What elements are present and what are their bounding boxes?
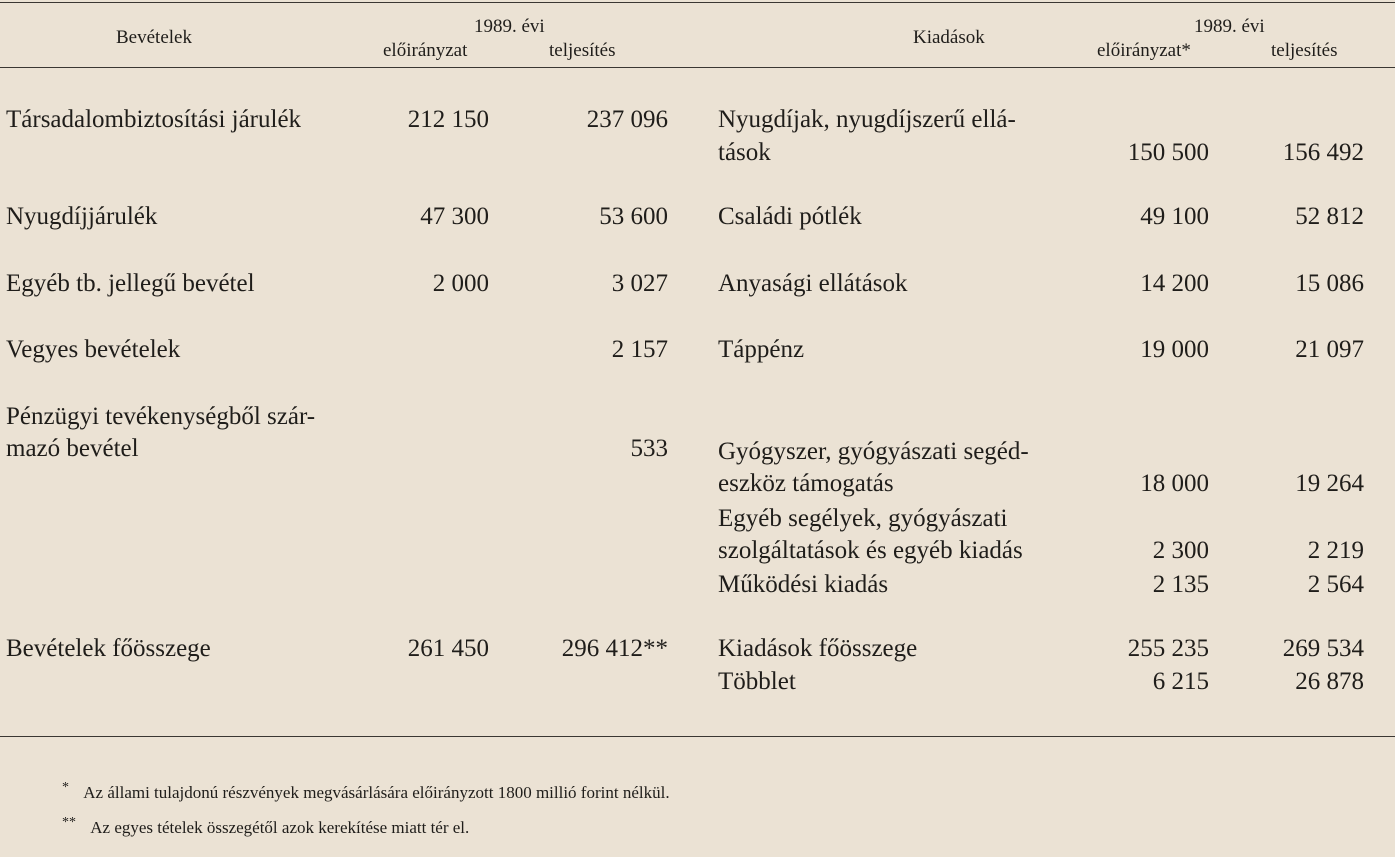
expense-plan: 2 300 bbox=[1152, 537, 1209, 564]
expense-label: Egyéb segélyek, gyógyászati bbox=[718, 505, 1008, 532]
income-label: Egyéb tb. jellegű bevétel bbox=[6, 270, 255, 297]
income-actual: 3 027 bbox=[611, 270, 668, 297]
surplus-plan: 6 215 bbox=[1152, 668, 1209, 695]
income-label: Vegyes bevételek bbox=[6, 336, 181, 363]
income-total-label: Bevételek főösszege bbox=[6, 635, 211, 662]
expense-total-actual: 269 534 bbox=[1282, 635, 1364, 662]
expense-header-year: 1989. évi bbox=[1194, 16, 1265, 37]
income-label: Pénzügyi tevékenységből szár- bbox=[6, 403, 316, 430]
expense-header-title: Kiadások bbox=[913, 27, 985, 48]
income-header-year: 1989. évi bbox=[474, 16, 545, 37]
expense-actual: 2 564 bbox=[1307, 571, 1364, 598]
expense-total-plan: 255 235 bbox=[1127, 635, 1209, 662]
expense-label-continued: szolgáltatások és egyéb kiadás bbox=[718, 537, 1023, 564]
income-plan: 47 300 bbox=[420, 203, 489, 230]
income-header-title: Bevételek bbox=[116, 27, 192, 48]
income-plan: 212 150 bbox=[407, 106, 489, 133]
income-total-actual: 296 412** bbox=[561, 635, 668, 662]
income-header-plan: előirányzat bbox=[383, 40, 468, 61]
surplus-actual: 26 878 bbox=[1295, 668, 1364, 695]
expense-label: Működési kiadás bbox=[718, 571, 889, 598]
income-label-continued: mazó bevétel bbox=[6, 435, 139, 462]
surplus-label: Többlet bbox=[718, 668, 796, 695]
income-actual: 53 600 bbox=[599, 203, 668, 230]
footnote-1 bbox=[62, 780, 670, 803]
expense-label-continued: tások bbox=[718, 139, 771, 166]
expense-actual: 21 097 bbox=[1295, 336, 1364, 363]
expense-label: Családi pótlék bbox=[718, 203, 862, 230]
expense-label: Nyugdíjak, nyugdíjszerű ellá- bbox=[718, 106, 1016, 133]
top-rule bbox=[0, 2, 1395, 3]
bottom-rule bbox=[0, 736, 1395, 737]
expense-actual: 156 492 bbox=[1282, 139, 1364, 166]
expense-plan: 18 000 bbox=[1140, 470, 1209, 497]
footnote-2-mark: ** bbox=[62, 815, 76, 830]
expense-plan: 150 500 bbox=[1127, 139, 1209, 166]
income-label: Nyugdíjjárulék bbox=[6, 203, 158, 230]
expense-label: Anyasági ellátások bbox=[718, 270, 908, 297]
income-actual: 2 157 bbox=[611, 336, 668, 363]
expense-label: Gyógyszer, gyógyászati segéd- bbox=[718, 438, 1029, 465]
expense-actual: 15 086 bbox=[1295, 270, 1364, 297]
header-rule bbox=[0, 67, 1395, 68]
expense-header-plan: előirányzat* bbox=[1097, 40, 1191, 61]
income-label: Társadalombiztosítási járulék bbox=[6, 106, 302, 133]
expense-plan: 2 135 bbox=[1152, 571, 1209, 598]
footnote-1-mark: * bbox=[62, 780, 69, 795]
expense-total-label: Kiadások főösszege bbox=[718, 635, 918, 662]
income-total-plan: 261 450 bbox=[407, 635, 489, 662]
income-header-actual: teljesítés bbox=[549, 40, 616, 61]
expense-actual: 19 264 bbox=[1295, 470, 1364, 497]
income-plan: 2 000 bbox=[432, 270, 489, 297]
footnote-2-text: Az egyes tételek összegétől azok kerekítése miatt tér el. bbox=[90, 817, 470, 837]
expense-header-actual: teljesítés bbox=[1271, 40, 1338, 61]
income-actual: 533 bbox=[630, 435, 668, 462]
footnote-1-text: Az állami tulajdonú részvények megvásárlására előirányzott 1800 millió forint nélkül. bbox=[83, 782, 670, 802]
expense-actual: 52 812 bbox=[1295, 203, 1364, 230]
expense-label-continued: eszköz támogatás bbox=[718, 470, 894, 497]
income-actual: 237 096 bbox=[586, 106, 668, 133]
expense-plan: 19 000 bbox=[1140, 336, 1209, 363]
expense-plan: 49 100 bbox=[1140, 203, 1209, 230]
expense-actual: 2 219 bbox=[1307, 537, 1364, 564]
expense-label: Táppénz bbox=[718, 336, 805, 363]
footnote-2 bbox=[62, 815, 469, 838]
expense-plan: 14 200 bbox=[1140, 270, 1209, 297]
